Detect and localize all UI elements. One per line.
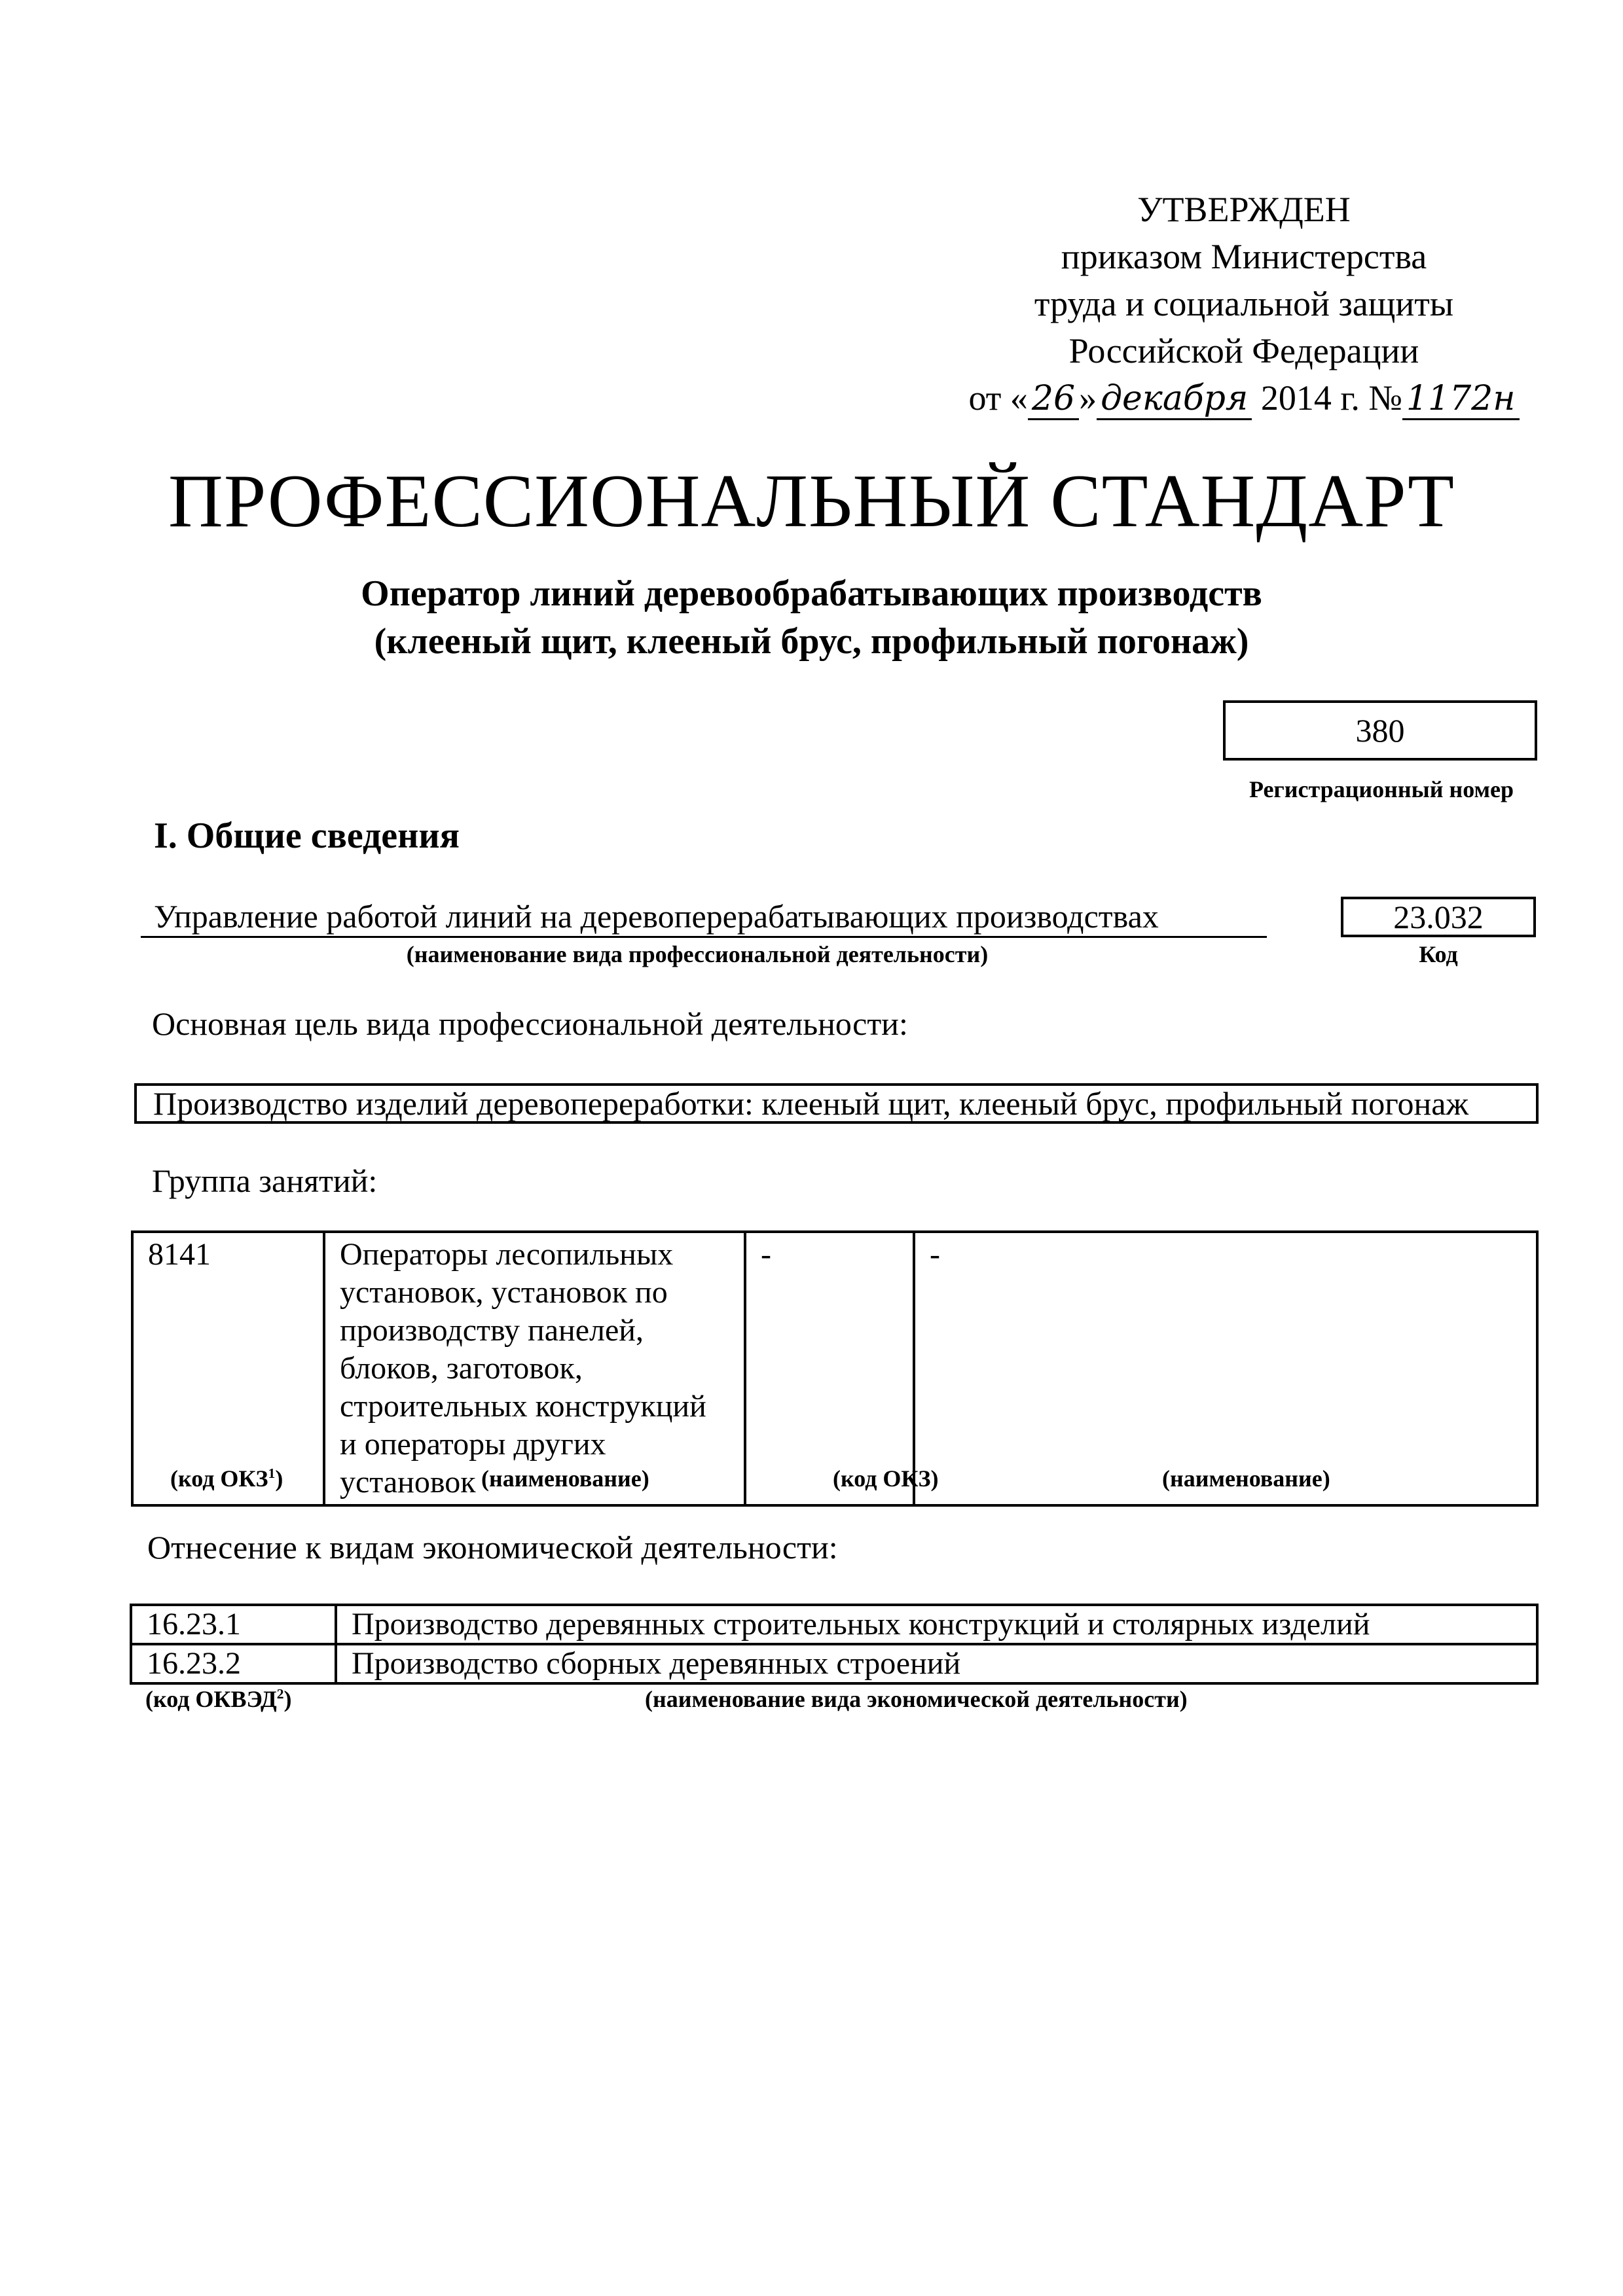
footnote-2-marker: 2 <box>276 1686 284 1702</box>
registration-number-box: 380 <box>1223 700 1537 761</box>
okved-code: 16.23.1 <box>131 1605 336 1644</box>
okz-code-1: 8141 <box>132 1232 324 1505</box>
document-title: ПРОФЕССИОНАЛЬНЫЙ СТАНДАРТ <box>168 459 1455 543</box>
okz-name-1: Операторы лесопильных установок, установок по производству панелей, блоков, заготовок, строительных конструкций и операторы других установок <box>324 1232 745 1505</box>
okz-code-caption-close: ) <box>275 1465 283 1492</box>
okz-name-2: - <box>914 1232 1537 1505</box>
date-day: 26 <box>1028 379 1079 420</box>
okved-code-caption-close: ) <box>283 1686 292 1712</box>
profession-title-line1: Оператор линий деревообрабатывающих производств <box>361 573 1262 614</box>
footnote-1-marker: 1 <box>268 1465 276 1481</box>
goal-label: Основная цель вида профессиональной деятельности: <box>152 1005 908 1042</box>
table-row <box>131 1605 1537 1644</box>
okved-name: Производство деревянных строительных конструкций и столярных изделий <box>336 1605 1537 1644</box>
okved-code-caption <box>145 1685 292 1713</box>
okved-name: Производство сборных деревянных строений <box>336 1644 1537 1683</box>
table-row <box>131 1644 1537 1683</box>
occupation-group-label: Группа занятий: <box>152 1162 378 1199</box>
goal-text: Производство изделий деревопереработки: клееный щит, клееный брус, профильный погонаж <box>134 1083 1539 1124</box>
registration-number-caption: Регистрационный номер <box>1249 776 1514 802</box>
okz-code2-caption: (код ОКЗ) <box>833 1465 939 1492</box>
okved-code-caption-text: (код ОКВЭД <box>145 1686 277 1712</box>
activity-name: Управление работой линий на деревоперерабатывающих производствах <box>141 897 1267 938</box>
date-quote: » <box>1079 378 1097 418</box>
okved-table <box>130 1604 1539 1685</box>
order-number: 1172н <box>1402 379 1520 420</box>
date-month: декабря <box>1097 379 1252 420</box>
econ-activity-label: Отнесение к видам экономической деятельности: <box>147 1529 838 1566</box>
okved-code: 16.23.2 <box>131 1644 336 1683</box>
okz-name-caption: (наименование) <box>481 1465 649 1492</box>
okved-name-caption: (наименование вида экономической деятельности) <box>645 1686 1188 1712</box>
date-year: 2014 г. № <box>1260 378 1402 418</box>
okz-code-2: - <box>745 1232 914 1505</box>
approval-title: УТВЕРЖДЕН <box>1137 190 1351 229</box>
approval-ministry: труда и социальной защиты <box>1034 284 1454 323</box>
approval-order: приказом Министерства <box>1061 237 1427 276</box>
okz-name2-caption: (наименование) <box>1162 1465 1330 1492</box>
date-prefix: от « <box>968 378 1028 418</box>
activity-code-caption: Код <box>1419 941 1458 967</box>
okz-code-caption-text: (код ОКЗ <box>170 1465 268 1492</box>
activity-name-caption: (наименование вида профессиональной деятельности) <box>406 941 989 967</box>
okz-code-caption <box>170 1465 283 1492</box>
approval-block <box>949 187 1539 422</box>
approval-country: Российской Федерации <box>1068 331 1419 370</box>
approval-date <box>949 375 1539 422</box>
section-heading: I. Общие сведения <box>154 816 460 856</box>
profession-title-line2: (клееный щит, клееный брус, профильный погонаж) <box>374 621 1249 662</box>
activity-code-box: 23.032 <box>1341 897 1536 937</box>
